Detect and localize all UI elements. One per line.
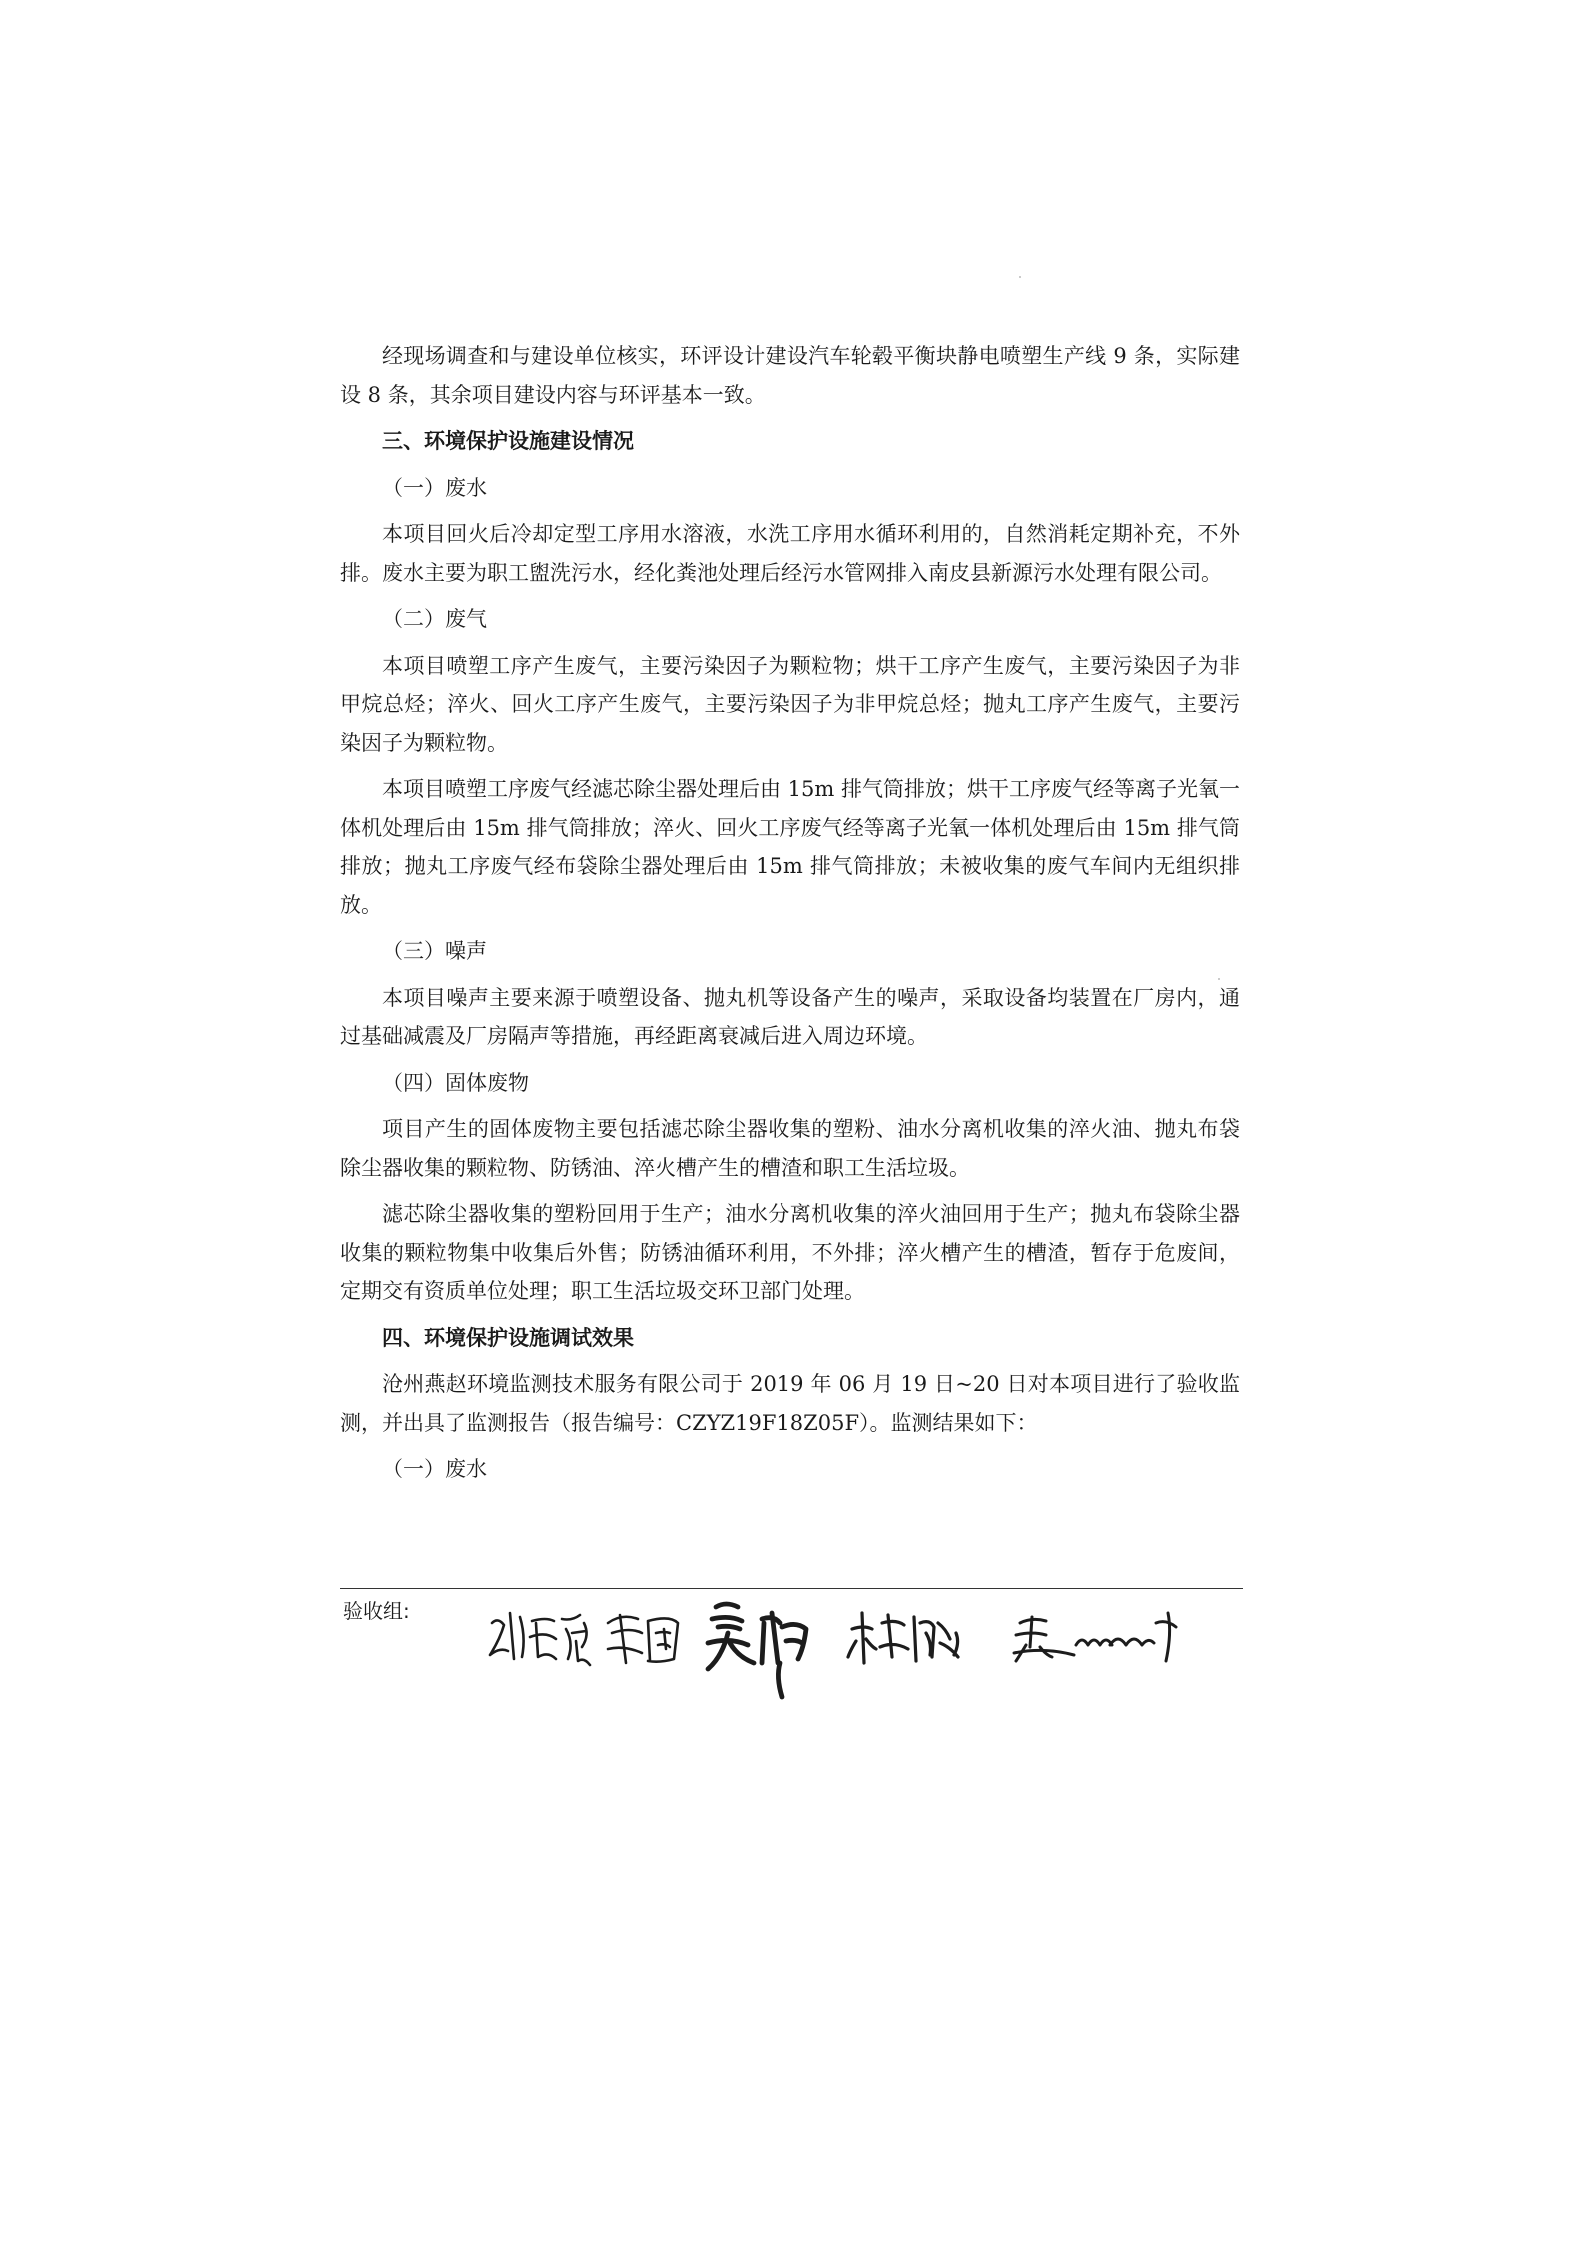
section-heading-4: 四、环境保护设施调试效果 [382,1324,634,1350]
section-heading-3: 三、环境保护设施建设情况 [382,428,634,453]
paragraph-solid-waste-sources: 项目产生的固体废物主要包括滤芯除尘器收集的塑粉、油水分离机收集的淬火油、抛丸布袋除尘器收集的颗粒物、防锈油、淬火槽产生的槽渣和职工生活垃圾。 [340,1117,1240,1180]
subheading-wastewater: （一）废水 [382,475,487,500]
subheading-solid-waste: （四）固体废物 [382,1070,529,1095]
signature-block [340,1588,1243,1699]
signature-1 [490,1613,590,1665]
signature-4 [848,1613,958,1663]
subheading-wastewater-results: （一）废水 [382,1457,487,1481]
paragraph-exhaust-sources: 本项目喷塑工序产生废气，主要污染因子为颗粒物；烘干工序产生废气，主要污染因子为非甲烷总烃；淬火、回火工序产生废气，主要污染因子为非甲烷总烃；抛丸工序产生废气，主要污染因子为颗粒物。 [340,653,1240,755]
signature-5 [1014,1613,1176,1661]
paragraph-solid-waste-handling: 滤芯除尘器收集的塑粉回用于生产；油水分离机收集的淬火油回用于生产；抛丸布袋除尘器收集的颗粒物集中收集后外售；防锈油循环利用，不外排；淬火槽产生的槽渣，暂存于危废间，定期交有资质单位处理；职工生活垃圾交环卫部门处理。 [340,1202,1240,1303]
signature-2 [608,1615,678,1663]
scan-speck [1019,276,1021,278]
paragraph-monitoring: 沧州燕赵环境监测技术服务有限公司于 2019 年 06 月 19 日~20 日对本项目进行了验收监测，并出具了监测报告（报告编号：CZYZ19F18Z05F）。监测结果如下： [340,1372,1240,1435]
paragraph-wastewater: 本项目回火后冷却定型工序用水溶液，水洗工序用水循环利用的，自然消耗定期补充，不外排。废水主要为职工盥洗污水，经化粪池处理后经污水管网排入南皮县新源污水处理有限公司。 [340,522,1240,585]
subheading-noise: （三）噪声 [382,939,487,963]
document-body [340,337,1240,1497]
paragraph-noise: 本项目噪声主要来源于喷塑设备、抛丸机等设备产生的噪声，采取设备均装置在厂房内，通过基础减震及厂房隔声等措施，再经距离衰减后进入周边环境。 [340,985,1240,1048]
signature-3 [708,1604,806,1697]
paragraph-verification: 经现场调查和与建设单位核实，环评设计建设汽车轮毂平衡块静电喷塑生产线 9 条，实际建设 8 条，其余项目建设内容与环评基本一致。 [340,344,1240,407]
scan-speck [1218,978,1220,980]
paragraph-exhaust-treatment: 本项目喷塑工序废气经滤芯除尘器处理后由 15m 排气筒排放；烘干工序废气经等离子光氧一体机处理后由 15m 排气筒排放；淬火、回火工序废气经等离子光氧一体机处理后由 15m 排气筒排放；抛丸工序废气经布袋除尘器处理后由 15m 排气筒排放；未被收集的废气车间内无组织排放。 [340,777,1240,917]
subheading-exhaust: （二）废气 [382,607,487,631]
handwritten-signatures [480,1593,1240,1703]
acceptance-group-label: 验收组: [343,1599,410,1623]
